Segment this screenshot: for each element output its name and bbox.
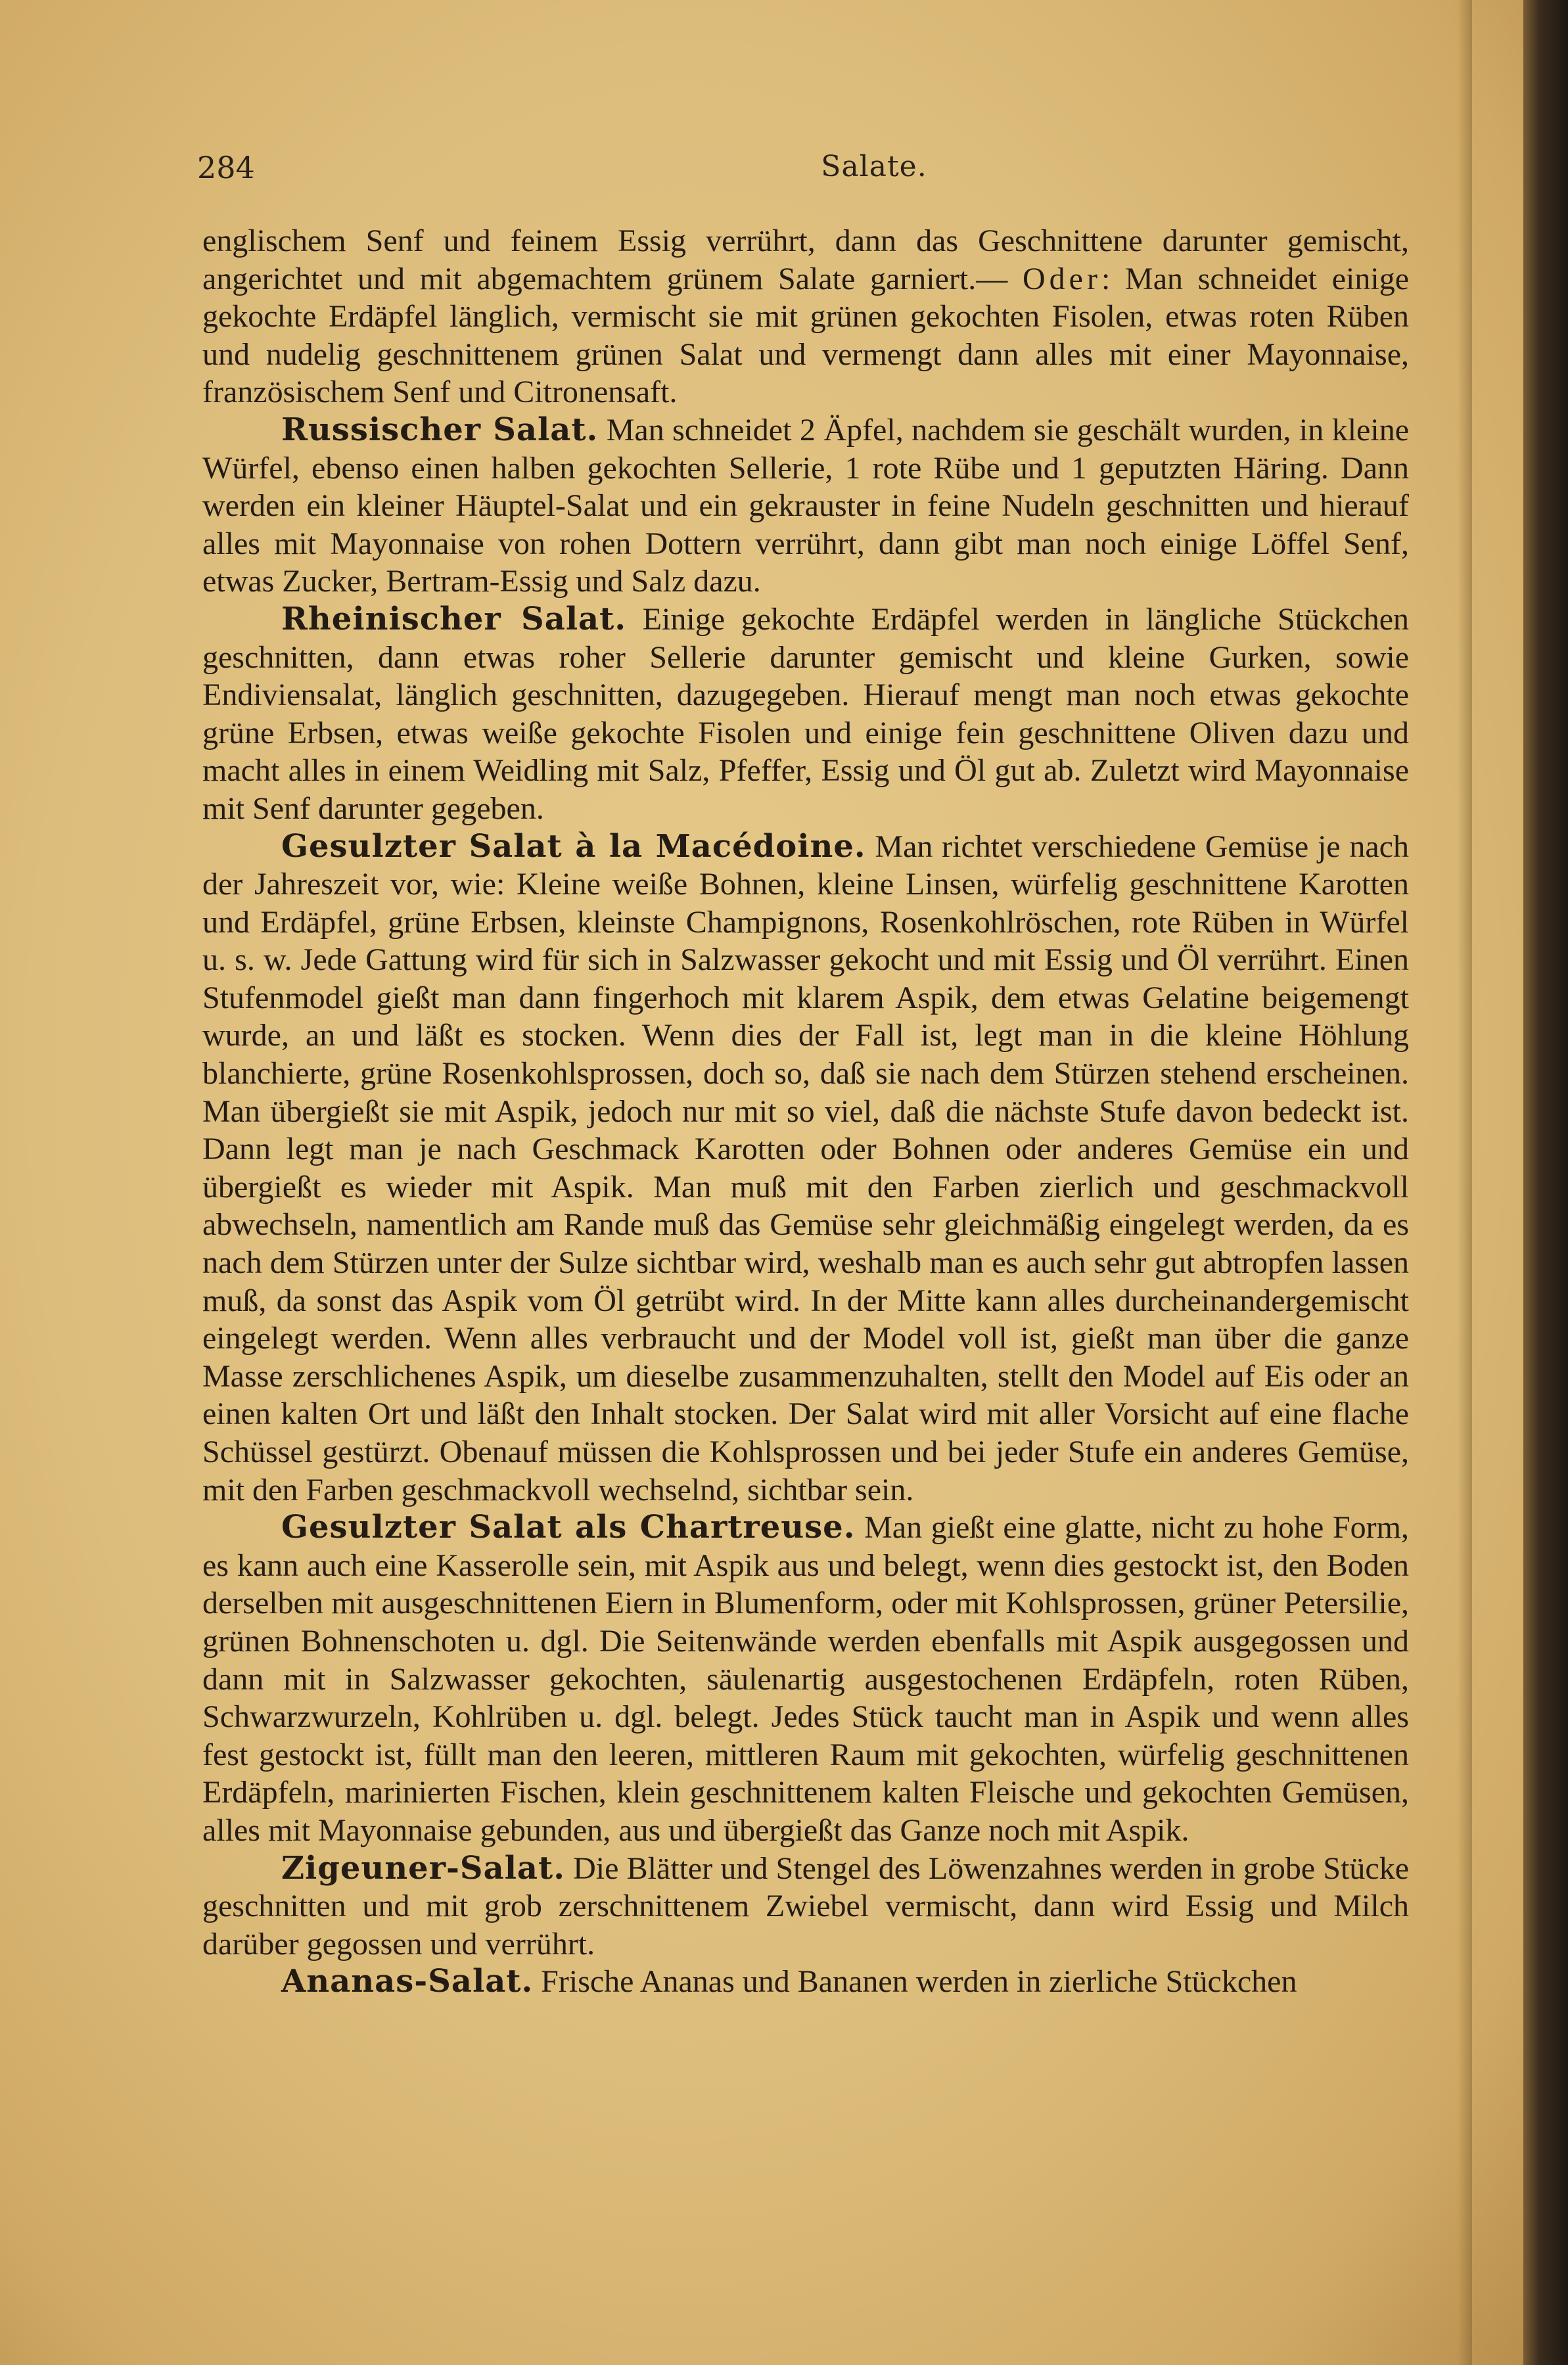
recipe-text: Man gießt eine glatte, nicht zu hohe Form, es kann auch eine Kasserolle sein, mit Aspik aus und belegt, wenn dies gestockt ist, den Boden derselben mit ausgeschnittenen Eiern in Blumenform, oder mit Kohlsprossen, grüner Petersilie, grünen Bohnenschoten u. dgl. Die Seitenwände werden ebenfalls mit Aspik ausgegossen und dann mit in Salzwasser gekochten, säulenartig ausgestochenen Erdäpfeln, roten Rüben, Schwarzwurzeln, Kohlrüben u. dgl. belegt. Jedes Stück taucht man in Aspik und wenn alles fest gestockt ist, füllt man den leeren, mittleren Raum mit gekochten, würfelig geschnittenen Erdäpfeln, marinierten Fischen, klein geschnittenem kalten Fleische und gekochten Gemüsen, alles mit Mayonnaise gebunden, aus und übergießt das Ganze noch mit Aspik. bbox=[202, 1510, 1410, 1848]
running-title: Salate. bbox=[821, 150, 927, 183]
oder-word: Oder bbox=[1023, 261, 1101, 296]
intro-text-2: : Man schneidet einige gekochte Erdäpfel länglich, vermischt sie mit grünen gekochten Fisolen, etwas roten Rüben und nudelig geschnittenem grünen Salat und vermengt dann alles mit einer Mayonnaise, französischem Senf und Citronensaft. bbox=[202, 261, 1409, 410]
recipe-salat-chartreuse bbox=[202, 1509, 1409, 1849]
book-edge bbox=[1523, 0, 1568, 2365]
recipe-title: Gesulzter Salat à la Macédoine. bbox=[281, 827, 866, 865]
recipe-text: Frische Ananas und Bananen werden in zierliche Stückchen bbox=[533, 1964, 1297, 2000]
recipe-russischer-salat bbox=[202, 411, 1409, 601]
intro-paragraph bbox=[202, 222, 1409, 411]
page-header bbox=[197, 150, 1406, 196]
recipe-title: Zigeuner-Salat. bbox=[281, 1849, 565, 1887]
recipe-rheinischer-salat bbox=[202, 601, 1409, 828]
recipe-title: Rheinischer Salat. bbox=[281, 600, 627, 637]
recipe-text: Die Blätter und Stengel des Löwenzahnes werden in grobe Stücke geschnitten und mit grob zerschnittenem Zwiebel vermischt, dann wird Essig und Milch darüber gegossen und verrührt. bbox=[202, 1850, 1409, 1962]
intro-text-1: englischem Senf und feinem Essig verrührt, dann das Geschnittene darunter gemischt, angerichtet und mit abgemachtem grünem Salate garniert.— bbox=[202, 223, 1409, 296]
recipe-title: Gesulzter Salat als Chartreuse. bbox=[281, 1509, 856, 1546]
recipe-text: Man schneidet 2 Äpfel, nachdem sie geschält wurden, in kleine Würfel, ebenso einen halben gekochten Sellerie, 1 rote Rübe und 1 geputzten Häring. Dann werden ein kleiner Häuptel-Salat und ein gekrauster in feine Nudeln geschnitten und hierauf alles mit Mayonnaise von rohen Dottern verrührt, dann gibt man noch einige Löffel Senf, etwas Zucker, Bertram-Essig und Salz dazu. bbox=[202, 412, 1409, 599]
page-gutter-shadow bbox=[1458, 0, 1472, 2365]
recipe-ananas-salat bbox=[202, 1963, 1409, 2001]
recipe-salat-macedoine bbox=[202, 828, 1409, 1509]
recipe-text: Einige gekochte Erdäpfel werden in längliche Stückchen geschnitten, dann etwas roher Sellerie darunter gemischt und kleine Gurken, sowie Endiviensalat, länglich geschnitten, dazugegeben. Hierauf mengt man noch etwas gekochte grüne Erbsen, etwas weiße gekochte Fisolen und einige fein geschnittene Oliven dazu und macht alles in einem Weidling mit Salz, Pfeffer, Essig und Öl gut ab. Zuletzt wird Mayonnaise mit Senf darunter gegeben. bbox=[202, 601, 1409, 826]
recipe-title: Ananas-Salat. bbox=[281, 1963, 534, 2000]
recipe-title: Russischer Salat. bbox=[281, 411, 599, 448]
body-text bbox=[202, 222, 1409, 2001]
recipe-text: Man richtet verschiedene Gemüse je nach der Jahreszeit vor, wie: Kleine weiße Bohnen, kleine Linsen, würfelig geschnittene Karotten und Erdäpfel, grüne Erbsen, kleinste Champignons, Rosenkohlröschen, rote Rüben in Würfel u. s. w. Jede Gattung wird für sich in Salzwasser gekocht und mit Essig und Öl verrührt. Einen Stufenmodel gießt man dann fingerhoch mit klarem Aspik, dem etwas Gelatine beigemengt wurde, an und läßt es stocken. Wenn dies der Fall ist, legt man in die kleine Höhlung blanchierte, grüne Rosenkohlsprossen, doch so, daß sie nach dem Stürzen stehend erscheinen. Man übergießt sie mit Aspik, jedoch nur mit so viel, daß die nächste Stufe davon bedeckt ist. Dann legt man je nach Geschmack Karotten oder Bohnen oder anderes Gemüse ein und übergießt es wieder mit Aspik. Man muß mit den Farben zierlich und geschmackvoll abwechseln, namentlich am Rande muß das Gemüse sehr gleichmäßig eingelegt werden, da es nach dem Stürzen unter der Sulze sichtbar wird, weshalb man es auch sehr gut abtropfen lassen muß, da sonst das Aspik vom Öl getrübt wird. In der Mitte kann alles durcheinandergemischt eingelegt werden. Wenn alles verbraucht und der Model voll ist, gießt man über die ganze Masse zerschlichenes Aspik, um dieselbe zusammenzuhalten, stellt den Model auf Eis oder an einen kalten Ort und läßt den Inhalt stocken. Der Salat wird mit aller Vorsicht auf eine flache Schüssel gestürzt. Obenauf müssen die Kohlsprossen und bei jeder Stufe ein anderes Gemüse, mit den Farben geschmackvoll wechselnd, sichtbar sein. bbox=[202, 829, 1409, 1507]
page-number: 284 bbox=[197, 150, 255, 185]
recipe-zigeuner-salat bbox=[202, 1850, 1409, 1963]
